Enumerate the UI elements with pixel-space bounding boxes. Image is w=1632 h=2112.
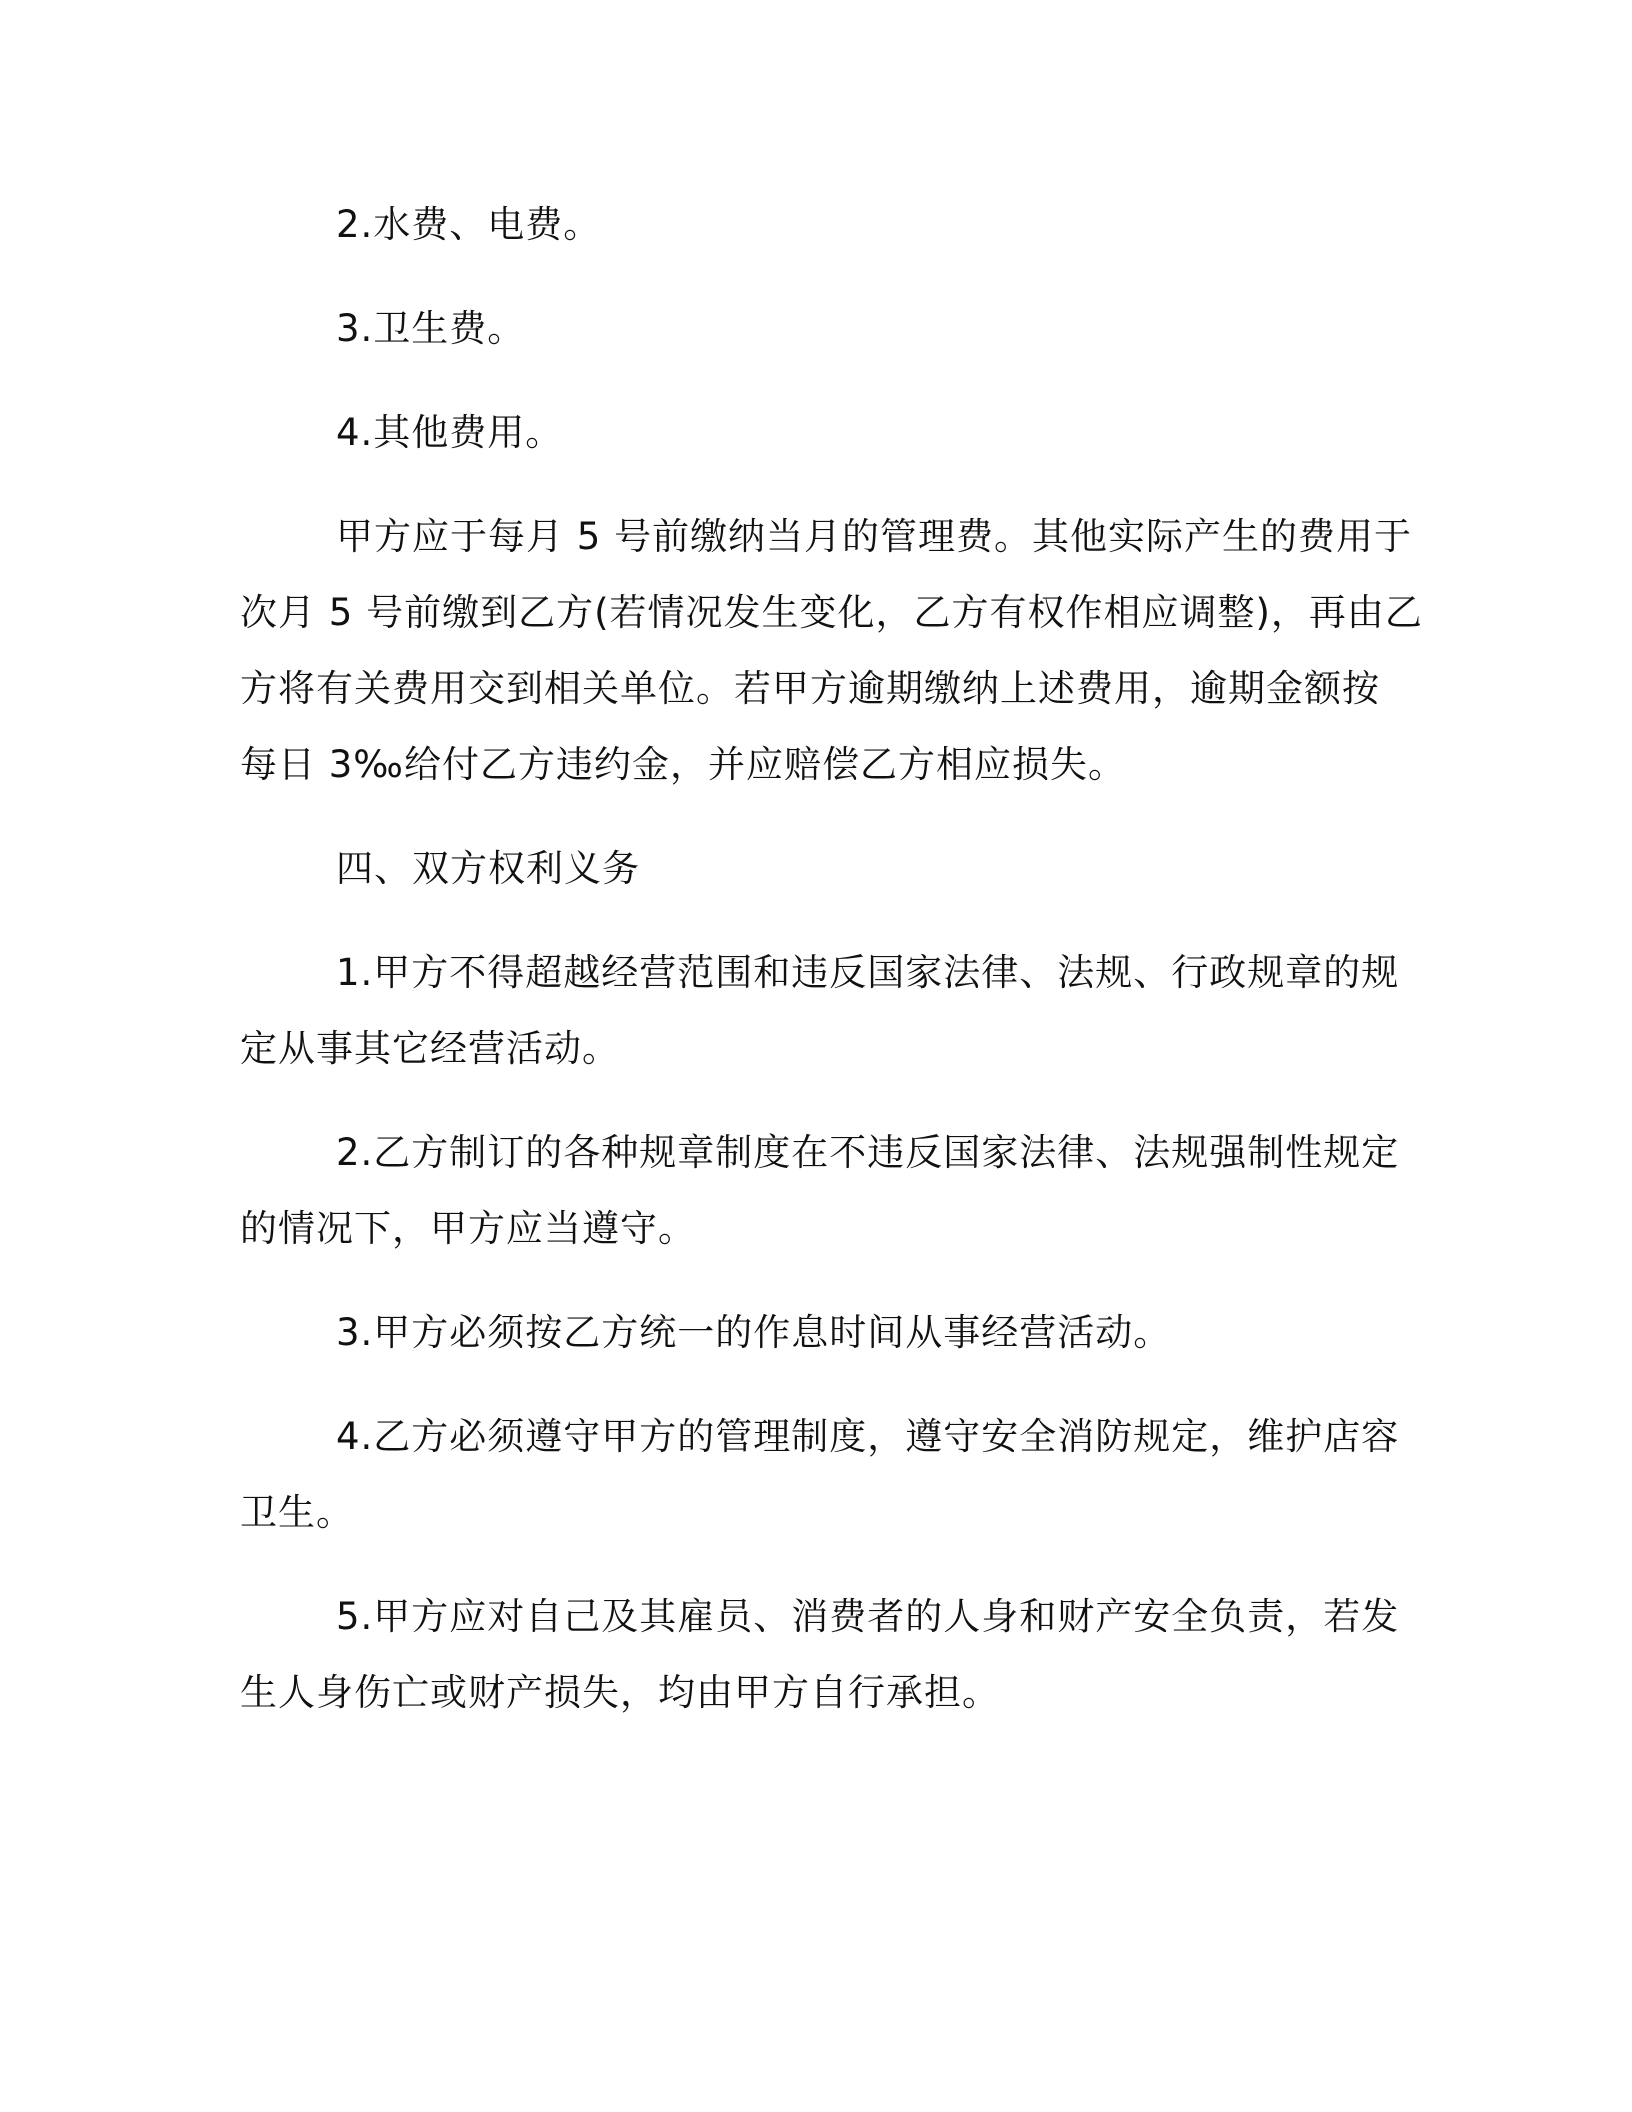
paragraph-right-3 xyxy=(240,1295,1390,1371)
section-heading xyxy=(240,831,1390,907)
text-line: 生人身伤亡或财产损失，均由甲方自行承担。 xyxy=(240,1671,1000,1714)
text-line: 3.甲方必须按乙方统一的作息时间从事经营活动。 xyxy=(336,1311,1172,1354)
text-line: 卫生。 xyxy=(240,1491,354,1534)
text-line: 4.其他费用。 xyxy=(336,411,564,454)
paragraph-item-2 xyxy=(240,187,1390,263)
text-line: 3.卫生费。 xyxy=(336,307,526,350)
text-line: 次月 5 号前缴到乙方(若情况发生变化，乙方有权作相应调整)，再由乙 xyxy=(240,591,1423,634)
text-line: 定从事其它经营活动。 xyxy=(240,1027,620,1070)
section-title: 四、双方权利义务 xyxy=(336,847,640,890)
document-body xyxy=(240,187,1423,1731)
paragraph-payment xyxy=(240,499,1423,803)
text-line: 2.水费、电费。 xyxy=(336,203,602,246)
text-line: 的情况下，甲方应当遵守。 xyxy=(240,1207,696,1250)
text-line: 每日 3‰给付乙方违约金，并应赔偿乙方相应损失。 xyxy=(240,743,1126,786)
paragraph-right-4 xyxy=(240,1399,1400,1551)
text-line: 4.乙方必须遵守甲方的管理制度，遵守安全消防规定，维护店容 xyxy=(336,1415,1400,1458)
text-line: 5.甲方应对自己及其雇员、消费者的人身和财产安全负责，若发 xyxy=(336,1595,1400,1638)
paragraph-right-2 xyxy=(240,1115,1400,1267)
text-line: 甲方应于每月 5 号前缴纳当月的管理费。其他实际产生的费用于 xyxy=(336,515,1413,558)
text-line: 方将有关费用交到相关单位。若甲方逾期缴纳上述费用，逾期金额按 xyxy=(240,667,1380,710)
paragraph-right-5 xyxy=(240,1579,1400,1731)
text-line: 2.乙方制订的各种规章制度在不违反国家法律、法规强制性规定 xyxy=(336,1131,1400,1174)
text-line: 1.甲方不得超越经营范围和违反国家法律、法规、行政规章的规 xyxy=(336,951,1400,994)
paragraph-item-3 xyxy=(240,291,1390,367)
paragraph-item-4 xyxy=(240,395,1390,471)
paragraph-right-1 xyxy=(240,935,1400,1087)
